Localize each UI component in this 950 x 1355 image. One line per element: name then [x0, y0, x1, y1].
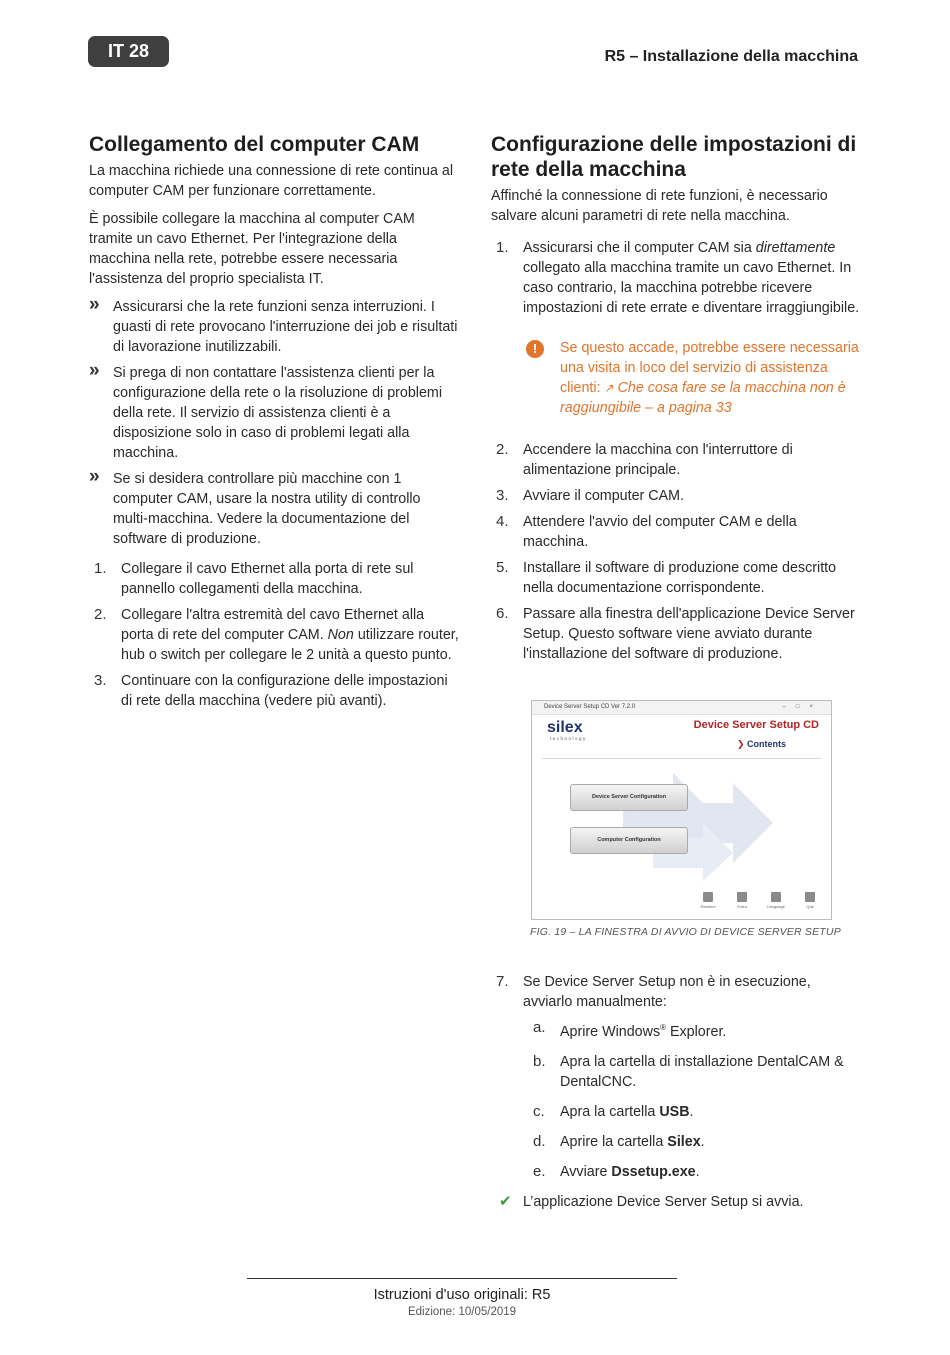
sub-step-text: Aprire Windows [560, 1023, 661, 1040]
sub-step-item [523, 1052, 861, 1092]
step-item [89, 605, 459, 665]
emphasis-text: direttamente [755, 240, 836, 256]
tool-label: Quit [806, 904, 814, 909]
step-number: 1. [94, 560, 107, 577]
sub-step-letter: c. [533, 1102, 545, 1120]
note-item [89, 294, 459, 357]
silex-logo-subtitle: technology [550, 736, 587, 741]
chevron-right-icon: » [89, 360, 100, 381]
sub-step-text: Explorer. [666, 1023, 727, 1040]
cross-reference-link[interactable]: Che cosa fare se la macchina non è raggiungibile – a pagina 33 [560, 380, 846, 416]
right-column [491, 132, 861, 1212]
note-list [89, 294, 459, 549]
sub-step-item [523, 1102, 861, 1122]
sub-step-letter: e. [533, 1162, 546, 1180]
exit-icon [805, 892, 815, 902]
step-text: Accendere la macchina con l'interruttore di alimentazione principale. [523, 442, 793, 478]
device-server-setup-screenshot [531, 700, 832, 920]
step-text: Assicurarsi che il computer CAM sia [523, 240, 756, 256]
network-steps [491, 440, 861, 664]
check-icon: ✔ [499, 1192, 512, 1210]
note-item [89, 466, 459, 549]
note-item [89, 360, 459, 463]
external-link-icon: ↗ [604, 381, 615, 395]
chevron-right-icon: » [89, 466, 100, 487]
window-controls: –□× [782, 704, 823, 710]
footer-title: Istruzioni d'uso originali: R5 [373, 1287, 551, 1303]
emphasis-text: Non [327, 627, 354, 643]
sub-step-text: . [700, 1133, 705, 1150]
registered-mark: ® [660, 1023, 667, 1032]
folder-name: USB [659, 1103, 690, 1120]
chevron-right-icon: ❯ [736, 739, 745, 749]
note-text: Assicurarsi che la rete funzioni senza interruzioni. I guasti di rete provocano l'interruzione dei job e risultati di lavorazione inutilizzabili. [113, 299, 458, 355]
step-number: 5. [496, 559, 509, 576]
plus-icon [737, 892, 747, 902]
language-icon [771, 892, 781, 902]
step-number: 7. [496, 973, 509, 990]
step-text: Se Device Server Setup non è in esecuzione, avviarlo manualmente: [523, 974, 811, 1010]
device-server-configuration-button: Device Server Configuration [570, 784, 688, 811]
step-item [491, 512, 861, 552]
chapter-title: R5 – Installazione della macchina [604, 48, 858, 65]
step-item [491, 972, 861, 1182]
step-number: 4. [496, 513, 509, 530]
sub-step-text: . [695, 1163, 700, 1180]
step-item [491, 486, 861, 506]
step-number: 6. [496, 605, 509, 622]
network-steps-start [491, 238, 861, 318]
sub-steps [523, 1018, 861, 1182]
warning-text: Se questo accade, potrebbe essere necessaria una visita in loco del servizio di assistenza clienti: [560, 340, 859, 396]
document-icon [703, 892, 713, 902]
step-item [89, 559, 459, 599]
sub-step-item [523, 1162, 861, 1182]
step-text: Collegare l'altra estremità del cavo Ethernet alla porta di rete del computer CAM. [121, 607, 425, 643]
sub-step-text: Apra la cartella [560, 1103, 660, 1120]
step-text: Passare alla finestra dell'applicazione Device Server Setup. Questo software viene avviato durante l'installazione del software di produzione. [523, 606, 855, 662]
window-title: Device Server Setup CD Ver 7.2.0 [544, 704, 636, 710]
step-text: utilizzare router, hub o switch per collegare le 2 unità a questo punto. [121, 627, 459, 663]
step-text: Installare il software di produzione come descritto nella documentazione corrispondente. [523, 560, 837, 596]
divider [542, 758, 821, 759]
manual-start-steps [491, 972, 861, 1182]
network-intro: Affinché la connessione di rete funzioni, è necessario salvare alcuni parametri di rete nella macchina. [491, 188, 828, 224]
left-column [89, 132, 459, 717]
language-tool [765, 892, 787, 909]
note-text: Si prega di non contattare l'assistenza clienti per la configurazione della rete o la risoluzione di problemi della rete. Il servizio di assistenza clienti è a disposizione solo in caso di problemi legati alla macchina. [113, 365, 443, 461]
sub-step-text: Aprire la cartella [560, 1133, 668, 1150]
arrows-decoration-icon [613, 763, 793, 883]
tool-label: Extra [737, 904, 747, 909]
note-text: Se si desidera controllare più macchine con 1 computer CAM, usare la nostra utility di controllo multi-macchina. Vedere la documentazione del software di produzione. [113, 471, 421, 547]
footer-divider [247, 1278, 677, 1279]
ethernet-paragraph: È possibile collegare la macchina al computer CAM tramite un cavo Ethernet. Per l'integrazione della macchina nella rete, potrebbe essere necessaria l'assistenza del proprio specialista IT. [89, 211, 415, 287]
step-number: 3. [94, 672, 107, 689]
step-text: Avviare il computer CAM. [523, 488, 685, 504]
tool-label: Language [767, 904, 785, 909]
sub-step-letter: d. [533, 1132, 546, 1150]
app-title: Device Server Setup CD [693, 719, 819, 731]
footer-edition: Edizione: 10/05/2019 [407, 1306, 517, 1318]
extra-tool [731, 892, 753, 909]
sub-step-letter: b. [533, 1052, 546, 1070]
step-text: collegato alla macchina tramite un cavo Ethernet. In caso contrario, la macchina potrebbe ricevere impostazioni di rete errate e diventare irraggiungibile. [523, 260, 860, 316]
sub-step-item [523, 1018, 861, 1042]
step-number: 3. [496, 487, 509, 504]
step-item [491, 558, 861, 598]
result-text: L’applicazione Device Server Setup si avvia. [523, 1193, 804, 1210]
contents-label: Contents [747, 739, 786, 749]
step-item [491, 440, 861, 480]
quit-tool [799, 892, 821, 909]
sub-step-letter: a. [533, 1019, 546, 1036]
figure-caption: FIG. 19 – LA FINESTRA DI AVVIO DI DEVICE SERVER SETUP [530, 926, 841, 938]
contents-link [737, 739, 786, 750]
sub-step-item [523, 1132, 861, 1152]
page-number-badge: IT 28 [88, 36, 169, 67]
warning-icon: ! [526, 340, 544, 358]
chevron-right-icon: » [89, 294, 100, 315]
step-item [491, 238, 861, 318]
window-titlebar [532, 701, 831, 715]
step-text: Attendere l'avvio del computer CAM e della macchina. [523, 514, 797, 550]
sub-step-text: Avviare [560, 1163, 612, 1180]
silex-logo: silex [547, 719, 583, 736]
folder-name: Silex [667, 1133, 701, 1150]
step-text: Collegare il cavo Ethernet alla porta di rete sul pannello collegamenti della macchina. [121, 561, 414, 597]
step-item [491, 604, 861, 664]
sub-step-text: Apra la cartella di installazione DentalCAM & DentalCNC. [560, 1053, 844, 1090]
file-name: Dssetup.exe [611, 1163, 696, 1180]
computer-configuration-button: Computer Configuration [570, 827, 688, 854]
readme-tool [697, 892, 719, 909]
step-number: 1. [496, 239, 509, 256]
section-heading-network: Configurazione delle impostazioni di rete della macchina [491, 133, 857, 181]
step-item [89, 671, 459, 711]
sub-step-text: . [689, 1103, 694, 1120]
intro-paragraph: La macchina richiede una connessione di rete continua al computer CAM per funzionare correttamente. [89, 163, 454, 199]
connection-steps [89, 559, 459, 711]
section-heading-cam: Collegamento del computer CAM [89, 133, 420, 156]
step-number: 2. [496, 441, 509, 458]
step-text: Continuare con la configurazione delle impostazioni di rete della macchina (vedere più avanti). [121, 673, 448, 709]
step-number: 2. [94, 606, 107, 623]
tool-label: Readme [700, 904, 716, 909]
warning-note [491, 338, 860, 418]
window-toolbar [697, 892, 821, 909]
result-line [491, 1192, 861, 1212]
